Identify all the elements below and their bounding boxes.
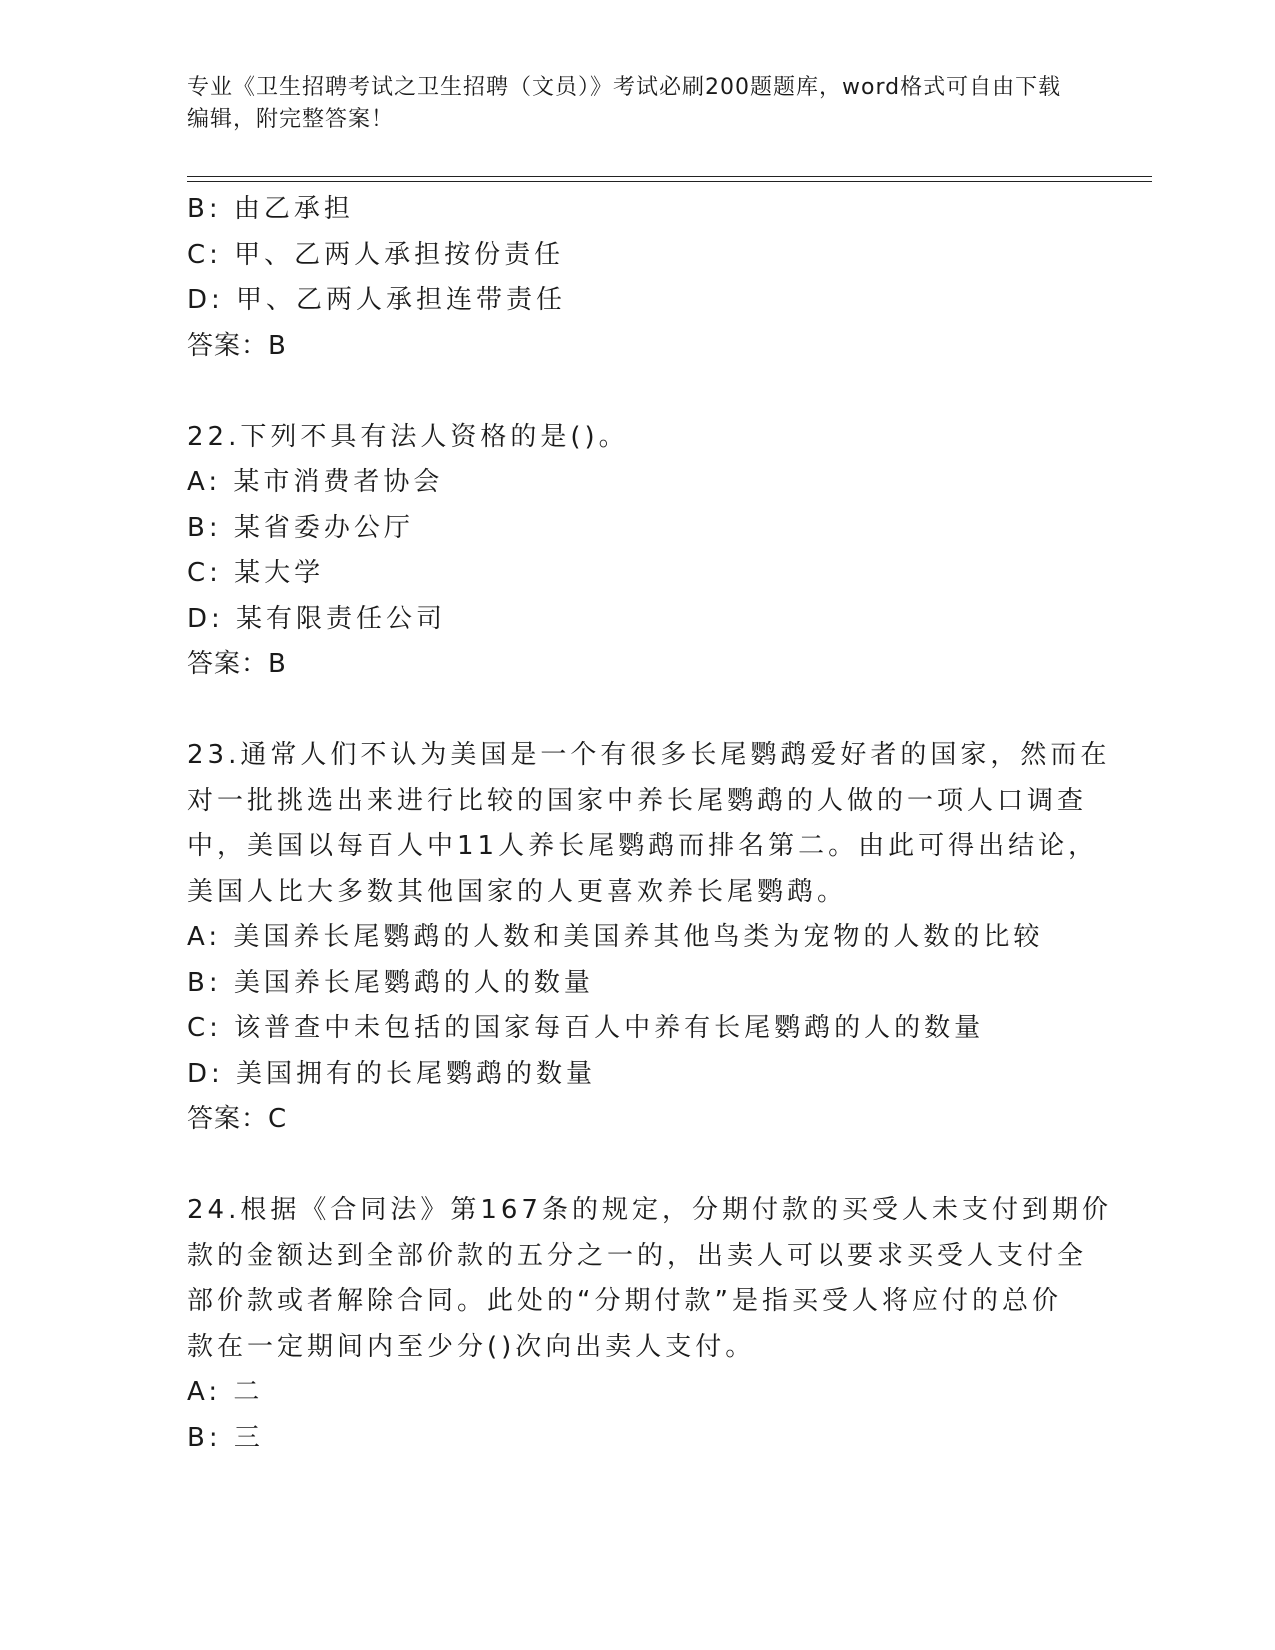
question-block — [187, 415, 1087, 688]
option-b: B: 某省委办公厅 — [187, 512, 414, 543]
answer-line: 答案：B — [187, 649, 287, 679]
answer-line: 答案：B — [187, 330, 287, 361]
question-text: 款的金额达到全部价款的五分之一的，出卖人可以要求买受人支付全 — [187, 1240, 1088, 1271]
question-text: 24.根据《合同法》第167条的规定，分期付款的买受人未支付到期价 — [187, 1195, 1112, 1225]
option-d: D: 美国拥有的长尾鹦鹉的数量 — [187, 1058, 597, 1089]
question-block — [187, 733, 1111, 1143]
question-text: 部价款或者解除合同。此处的“分期付款”是指买受人将应付的总价 — [187, 1286, 1062, 1316]
answer-line: 答案：C — [187, 1104, 288, 1134]
question-block — [187, 1188, 1112, 1461]
option-b: B: 美国养长尾鹦鹉的人的数量 — [187, 967, 594, 998]
option-a: A: 美国养长尾鹦鹉的人数和美国养其他鸟类为宠物的人数的比较 — [187, 922, 1044, 952]
question-text: 对一批挑选出来进行比较的国家中养长尾鹦鹉的人做的一项人口调查 — [187, 785, 1088, 816]
option-d: D: 某有限责任公司 — [187, 603, 447, 634]
question-text: 中，美国以每百人中11人养长尾鹦鹉而排名第二。由此可得出结论， — [187, 831, 1099, 861]
question-text: 美国人比大多数其他国家的人更喜欢养长尾鹦鹉。 — [187, 876, 848, 907]
option-d: D: 甲、乙两人承担连带责任 — [187, 285, 567, 315]
page-header: 专业《卫生招聘考试之卫生招聘（文员）》考试必刷200题题库，word格式可自由下载编辑，附完整答案！ — [187, 75, 1062, 132]
question-text: 款在一定期间内至少分()次向出卖人支付。 — [187, 1331, 756, 1362]
question-block — [187, 187, 1087, 369]
option-c: C: 该普查中未包括的国家每百人中养有长尾鹦鹉的人的数量 — [187, 1013, 985, 1043]
question-content — [187, 187, 1112, 1461]
option-c: C: 某大学 — [187, 558, 325, 588]
question-text: 23.通常人们不认为美国是一个有很多长尾鹦鹉爱好者的国家，然而在 — [187, 740, 1111, 770]
option-c: C: 甲、乙两人承担按份责任 — [187, 239, 565, 270]
header-divider — [187, 176, 1152, 182]
option-b: B: 由乙承担 — [187, 194, 354, 224]
option-a: A: 某市消费者协会 — [187, 467, 444, 497]
option-b: B: 三 — [187, 1422, 264, 1453]
question-text: 22.下列不具有法人资格的是()。 — [187, 421, 629, 452]
option-a: A: 二 — [187, 1377, 264, 1407]
